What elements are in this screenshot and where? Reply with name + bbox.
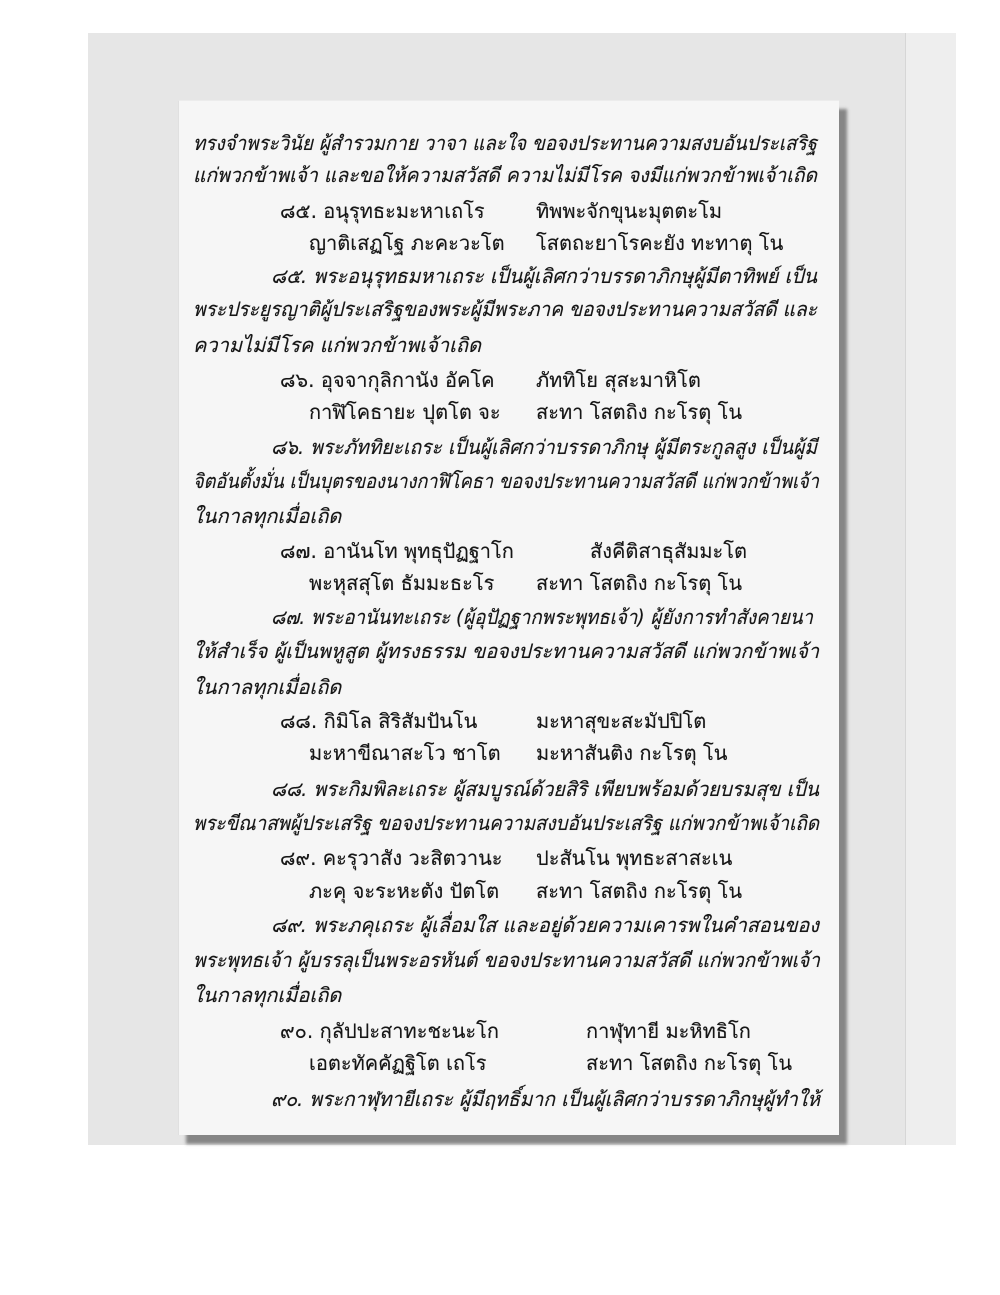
pali-text: สะทา โสตถิง กะโรตุ โน [536,879,742,903]
pali-text: มะหาสันติง กะโรตุ โน [536,741,728,765]
stanza-number: ๙๐. [280,1019,314,1043]
pali-text [280,706,477,736]
translation-line [193,330,817,360]
pali-phrase: อนุรุทธะมะหาเถโร [323,199,485,223]
stanza-number: ๘๕. [271,264,308,288]
pali-text: สะทา โสตถิง กะโรตุ โน [536,571,742,595]
translation-line [193,636,819,666]
pali-verse-left [309,876,525,906]
pali-verse-left [309,568,525,598]
translation-text: ในกาลทุกเมื่อเถิด [193,675,342,699]
pali-text: ภะคุ จะระหะตัง ปัตโต [309,879,500,903]
pali-verse-left [280,1016,525,1046]
translation-text [271,602,813,632]
pali-verse-left [309,1048,525,1078]
pali-verse-left [280,843,525,873]
pali-phrase: อุจจากุลิกานัง อัคโค [320,368,495,392]
pali-verse-left [280,536,525,566]
translation-phrase: พระภคุเถระ ผู้เลื่อมใส และอยู่ด้วยความเคารพในคำสอนของ [313,913,819,937]
translation-text [271,910,819,940]
pali-verse-left [280,196,525,226]
stanza-number: ๘๖. [280,368,315,392]
pali-text: ภัททิโย สุสะมาหิโต [536,368,701,392]
pali-text: เอตะทัคคัฏฐิโต เถโร [309,1051,487,1075]
pali-text: พะหุสสุโต ธัมมะธะโร [309,571,495,595]
translation-line [271,774,819,804]
translation-phrase: พระภัททิยะเถระ เป็นผู้เลิศกว่าบรรดาภิกษุ ผู้มีตระกูลสูง เป็นผู้มี [310,435,817,459]
translation-text: แก่พวกข้าพเจ้า และขอให้ความสวัสดี ความไม่มีโรค จงมีแก่พวกข้าพเจ้าเถิด [193,163,817,187]
translation-text: ทรงจำพระวินัย ผู้สำรวมกาย วาจา และใจ ขอจงประทานความสงบอันประเสริฐ [193,131,817,155]
pali-text [280,536,514,566]
pali-verse-right [586,1048,816,1078]
translation-line [193,672,817,702]
pali-text [280,196,485,226]
pali-verse-right [586,1016,816,1046]
translation-line [271,910,819,940]
stanza-number: ๘๕. [280,199,317,223]
stanza-number: ๘๙. [280,846,317,870]
pali-text: ญาติเสฏโฐ ภะคะวะโต [309,231,505,255]
translation-text: ในกาลทุกเมื่อเถิด [193,504,342,528]
pali-text: โสตถะยาโรคะยัง ทะทาตุ โน [536,231,784,255]
translation-line [193,980,817,1010]
pali-text: มะหาขีณาสะโว ชาโต [309,741,501,765]
translation-line [193,128,817,158]
pali-verse-right [536,568,816,598]
translation-phrase: พระกาฬุทายีเถระ ผู้มีฤทธิ์มาก เป็นผู้เลิศกว่าบรรดาภิกษุผู้ทำให้ [309,1087,820,1111]
pali-verse-left [309,228,525,258]
pali-text: มะหาสุขะสะมัปปิโต [536,709,707,733]
pali-phrase: กุลัปปะสาทะชะนะโก [319,1019,500,1043]
stanza-number: ๘๗. [280,539,317,563]
translation-text: พระประยูรญาติผู้ประเสริฐของพระผู้มีพระภาค ขอจงประทานความสวัสดี และ [193,297,817,321]
translation-line [271,432,817,462]
pali-verse-right [536,228,816,258]
translation-text: จิตอันตั้งมั่น เป็นบุตรของนางกาฬิโคธา ขอจงประทานความสวัสดี แก่พวกข้าพเจ้า [193,469,819,493]
translation-line [271,1084,820,1114]
translation-line [193,808,819,838]
pali-verse-right [536,876,816,906]
translation-line [193,501,817,531]
stanza-number: ๘๘. [280,709,318,733]
pali-verse-left [309,397,525,427]
translation-line [193,466,819,496]
pali-text: กาฬุทายี มะหิทธิโก [586,1019,751,1043]
translation-text: ในกาลทุกเมื่อเถิด [193,983,342,1007]
pali-text [280,1016,499,1046]
pali-verse-right [536,843,816,873]
stanza-number: ๘๙. [271,913,307,937]
pali-verse-right [590,536,816,566]
translation-text: พระพุทธเจ้า ผู้บรรลุเป็นพระอรหันต์ ขอจงประทานความสวัสดี แก่พวกข้าพเจ้า [193,948,820,972]
pali-verse-right [536,738,816,768]
pali-text [280,365,495,395]
translation-text [271,432,817,462]
pali-verse-right [536,365,816,395]
translation-text: พระขีณาสพผู้ประเสริฐ ขอจงประทานความสงบอันประเสริฐ แก่พวกข้าพเจ้าเถิด [193,811,819,835]
pali-text: สะทา โสตถิง กะโรตุ โน [536,400,742,424]
translation-text: ให้สำเร็จ ผู้เป็นพหูสูต ผู้ทรงธรรม ขอจงประทานความสวัสดี แก่พวกข้าพเจ้า [193,639,819,663]
translation-text [271,774,819,804]
stanza-number: ๘๘. [271,777,308,801]
pali-verse-left [280,706,525,736]
translation-phrase: พระอนุรุทธมหาเถระ เป็นผู้เลิศกว่าบรรดาภิกษุผู้มีตาทิพย์ เป็น [313,264,817,288]
pali-text: ทิพพะจักขุนะมุตตะโม [536,199,723,223]
translation-line [193,294,817,324]
translation-phrase: พระอานันทะเถระ (ผู้อุปัฏฐากพระพุทธเจ้า) ผู้ยังการทำสังคายนา [311,605,813,629]
pali-phrase: อานันโท พุทธุปัฏฐาโก [323,539,514,563]
pali-text: สะทา โสตถิง กะโรตุ โน [586,1051,792,1075]
translation-line [193,160,817,190]
pali-text: ปะสันโน พุทธะสาสะเน [536,846,733,870]
pali-text: สังคีติสาธุสัมมะโต [590,539,748,563]
pali-verse-right [536,397,816,427]
translation-text [271,261,817,291]
translation-phrase: พระกิมพิละเถระ ผู้สมบูรณ์ด้วยสิริ เพียบพร้อมด้วยบรมสุข เป็น [313,777,819,801]
translation-text: ความไม่มีโรค แก่พวกข้าพเจ้าเถิด [193,333,481,357]
translation-line [193,945,820,975]
stanza-number: ๘๗. [271,605,306,629]
pali-phrase: กิมิโล สิริสัมปันโน [323,709,478,733]
pali-text: กาฬิโคธายะ ปุตโต จะ [309,400,501,424]
translation-text [271,1084,820,1114]
pali-verse-left [309,738,525,768]
translation-line [271,602,813,632]
pali-verse-right [536,196,816,226]
pali-phrase: คะรุวาสัง วะสิตวานะ [322,846,503,870]
pali-verse-right [536,706,816,736]
stanza-number: ๘๖. [271,435,305,459]
scan-edge-strip [905,33,956,1145]
pali-text [280,843,503,873]
pali-verse-left [280,365,525,395]
stanza-number: ๙๐. [271,1087,304,1111]
translation-line [271,261,817,291]
